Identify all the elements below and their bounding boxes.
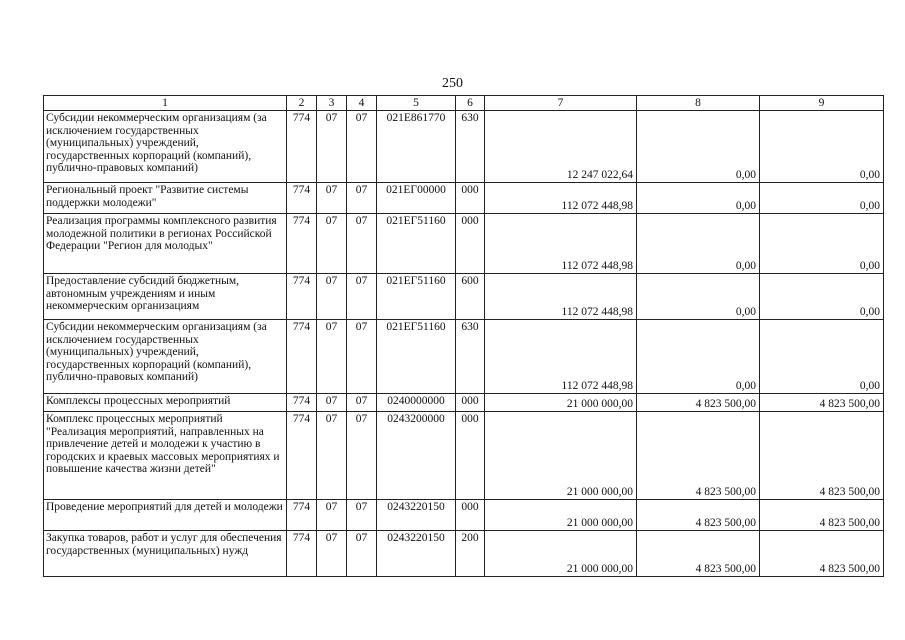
cell-code: 021ЕГ51160 [377, 274, 456, 320]
row-name: Субсидии некоммерческим организациям (за исключением государственных (муниципальных) учреждений, государственных корпораций (компаний), публично-правовых компаний) [44, 111, 287, 183]
cell-code: 630 [456, 111, 485, 183]
cell-amount: 0,00 [760, 320, 884, 394]
cell-code: 774 [287, 183, 317, 214]
cell-code: 000 [456, 394, 485, 412]
cell-code: 07 [317, 214, 347, 274]
col-header: 1 [44, 96, 287, 111]
cell-code: 07 [347, 320, 377, 394]
cell-code: 774 [287, 320, 317, 394]
cell-amount: 21 000 000,00 [485, 412, 637, 500]
cell-code: 07 [347, 500, 377, 531]
cell-code: 07 [347, 214, 377, 274]
cell-amount: 0,00 [760, 183, 884, 214]
cell-amount: 0,00 [637, 214, 760, 274]
cell-amount: 4 823 500,00 [637, 394, 760, 412]
row-name: Реализация программы комплексного развития молодежной политики в регионах Российской Федерации "Регион для молодых" [44, 214, 287, 274]
row-name: Проведение мероприятий для детей и молодежи [44, 500, 287, 531]
cell-code: 07 [317, 183, 347, 214]
cell-code: 07 [317, 412, 347, 500]
cell-code: 07 [317, 394, 347, 412]
budget-table [43, 95, 884, 577]
table-row [44, 274, 884, 320]
cell-code: 07 [317, 274, 347, 320]
table-row [44, 412, 884, 500]
col-header: 5 [377, 96, 456, 111]
cell-code: 021ЕГ00000 [377, 183, 456, 214]
cell-code: 774 [287, 111, 317, 183]
row-name: Комплексы процессных мероприятий [44, 394, 287, 412]
table-row [44, 394, 884, 412]
cell-code: 07 [347, 394, 377, 412]
row-name: Предоставление субсидий бюджетным, автономным учреждениям и иным некоммерческим организациям [44, 274, 287, 320]
cell-code: 07 [347, 531, 377, 577]
table-row [44, 214, 884, 274]
col-header: 6 [456, 96, 485, 111]
cell-code: 021E861770 [377, 111, 456, 183]
table-row [44, 531, 884, 577]
cell-amount: 112 072 448,98 [485, 274, 637, 320]
cell-amount: 4 823 500,00 [637, 412, 760, 500]
col-header: 2 [287, 96, 317, 111]
cell-amount: 0,00 [637, 320, 760, 394]
cell-code: 07 [317, 531, 347, 577]
cell-amount: 112 072 448,98 [485, 183, 637, 214]
cell-code: 0243200000 [377, 412, 456, 500]
cell-amount: 0,00 [637, 274, 760, 320]
col-header: 8 [637, 96, 760, 111]
cell-code: 0240000000 [377, 394, 456, 412]
cell-amount: 21 000 000,00 [485, 394, 637, 412]
cell-amount: 112 072 448,98 [485, 320, 637, 394]
cell-code: 600 [456, 274, 485, 320]
cell-code: 07 [317, 500, 347, 531]
cell-code: 000 [456, 214, 485, 274]
row-name: Субсидии некоммерческим организациям (за исключением государственных (муниципальных) учреждений, государственных корпораций (компаний), публично-правовых компаний) [44, 320, 287, 394]
cell-amount: 4 823 500,00 [760, 500, 884, 531]
cell-code: 000 [456, 183, 485, 214]
col-header: 4 [347, 96, 377, 111]
page-number: 250 [442, 76, 463, 91]
col-header: 9 [760, 96, 884, 111]
cell-amount: 21 000 000,00 [485, 531, 637, 577]
cell-code: 774 [287, 412, 317, 500]
cell-code: 000 [456, 412, 485, 500]
cell-amount: 4 823 500,00 [637, 531, 760, 577]
header-row [44, 96, 884, 111]
cell-amount: 4 823 500,00 [760, 412, 884, 500]
cell-code: 07 [347, 274, 377, 320]
cell-code: 774 [287, 274, 317, 320]
cell-amount: 4 823 500,00 [637, 500, 760, 531]
cell-amount: 4 823 500,00 [760, 531, 884, 577]
cell-code: 07 [347, 111, 377, 183]
cell-amount: 12 247 022,64 [485, 111, 637, 183]
cell-amount: 4 823 500,00 [760, 394, 884, 412]
cell-code: 07 [347, 183, 377, 214]
cell-amount: 0,00 [637, 111, 760, 183]
cell-code: 774 [287, 531, 317, 577]
cell-code: 200 [456, 531, 485, 577]
cell-amount: 0,00 [637, 183, 760, 214]
table-row [44, 500, 884, 531]
col-header: 7 [485, 96, 637, 111]
cell-amount: 0,00 [760, 214, 884, 274]
cell-code: 0243220150 [377, 500, 456, 531]
cell-code: 774 [287, 500, 317, 531]
table-row [44, 320, 884, 394]
col-header: 3 [317, 96, 347, 111]
cell-code: 021ЕГ51160 [377, 320, 456, 394]
cell-code: 07 [347, 412, 377, 500]
cell-code: 774 [287, 394, 317, 412]
cell-amount: 21 000 000,00 [485, 500, 637, 531]
row-name: Закупка товаров, работ и услуг для обеспечения государственных (муниципальных) нужд [44, 531, 287, 577]
table-row [44, 183, 884, 214]
cell-code: 000 [456, 500, 485, 531]
cell-code: 07 [317, 320, 347, 394]
cell-amount: 0,00 [760, 111, 884, 183]
cell-code: 630 [456, 320, 485, 394]
table-row [44, 111, 884, 183]
cell-amount: 0,00 [760, 274, 884, 320]
cell-code: 021ЕГ51160 [377, 214, 456, 274]
cell-amount: 112 072 448,98 [485, 214, 637, 274]
cell-code: 0243220150 [377, 531, 456, 577]
row-name: Комплекс процессных мероприятий "Реализация мероприятий, направленных на привлечение детей и молодежи к участию в городских и краевых массовых мероприятиях и повышение качества жизни детей" [44, 412, 287, 500]
cell-code: 774 [287, 214, 317, 274]
cell-code: 07 [317, 111, 347, 183]
row-name: Региональный проект "Развитие системы поддержки молодежи" [44, 183, 287, 214]
